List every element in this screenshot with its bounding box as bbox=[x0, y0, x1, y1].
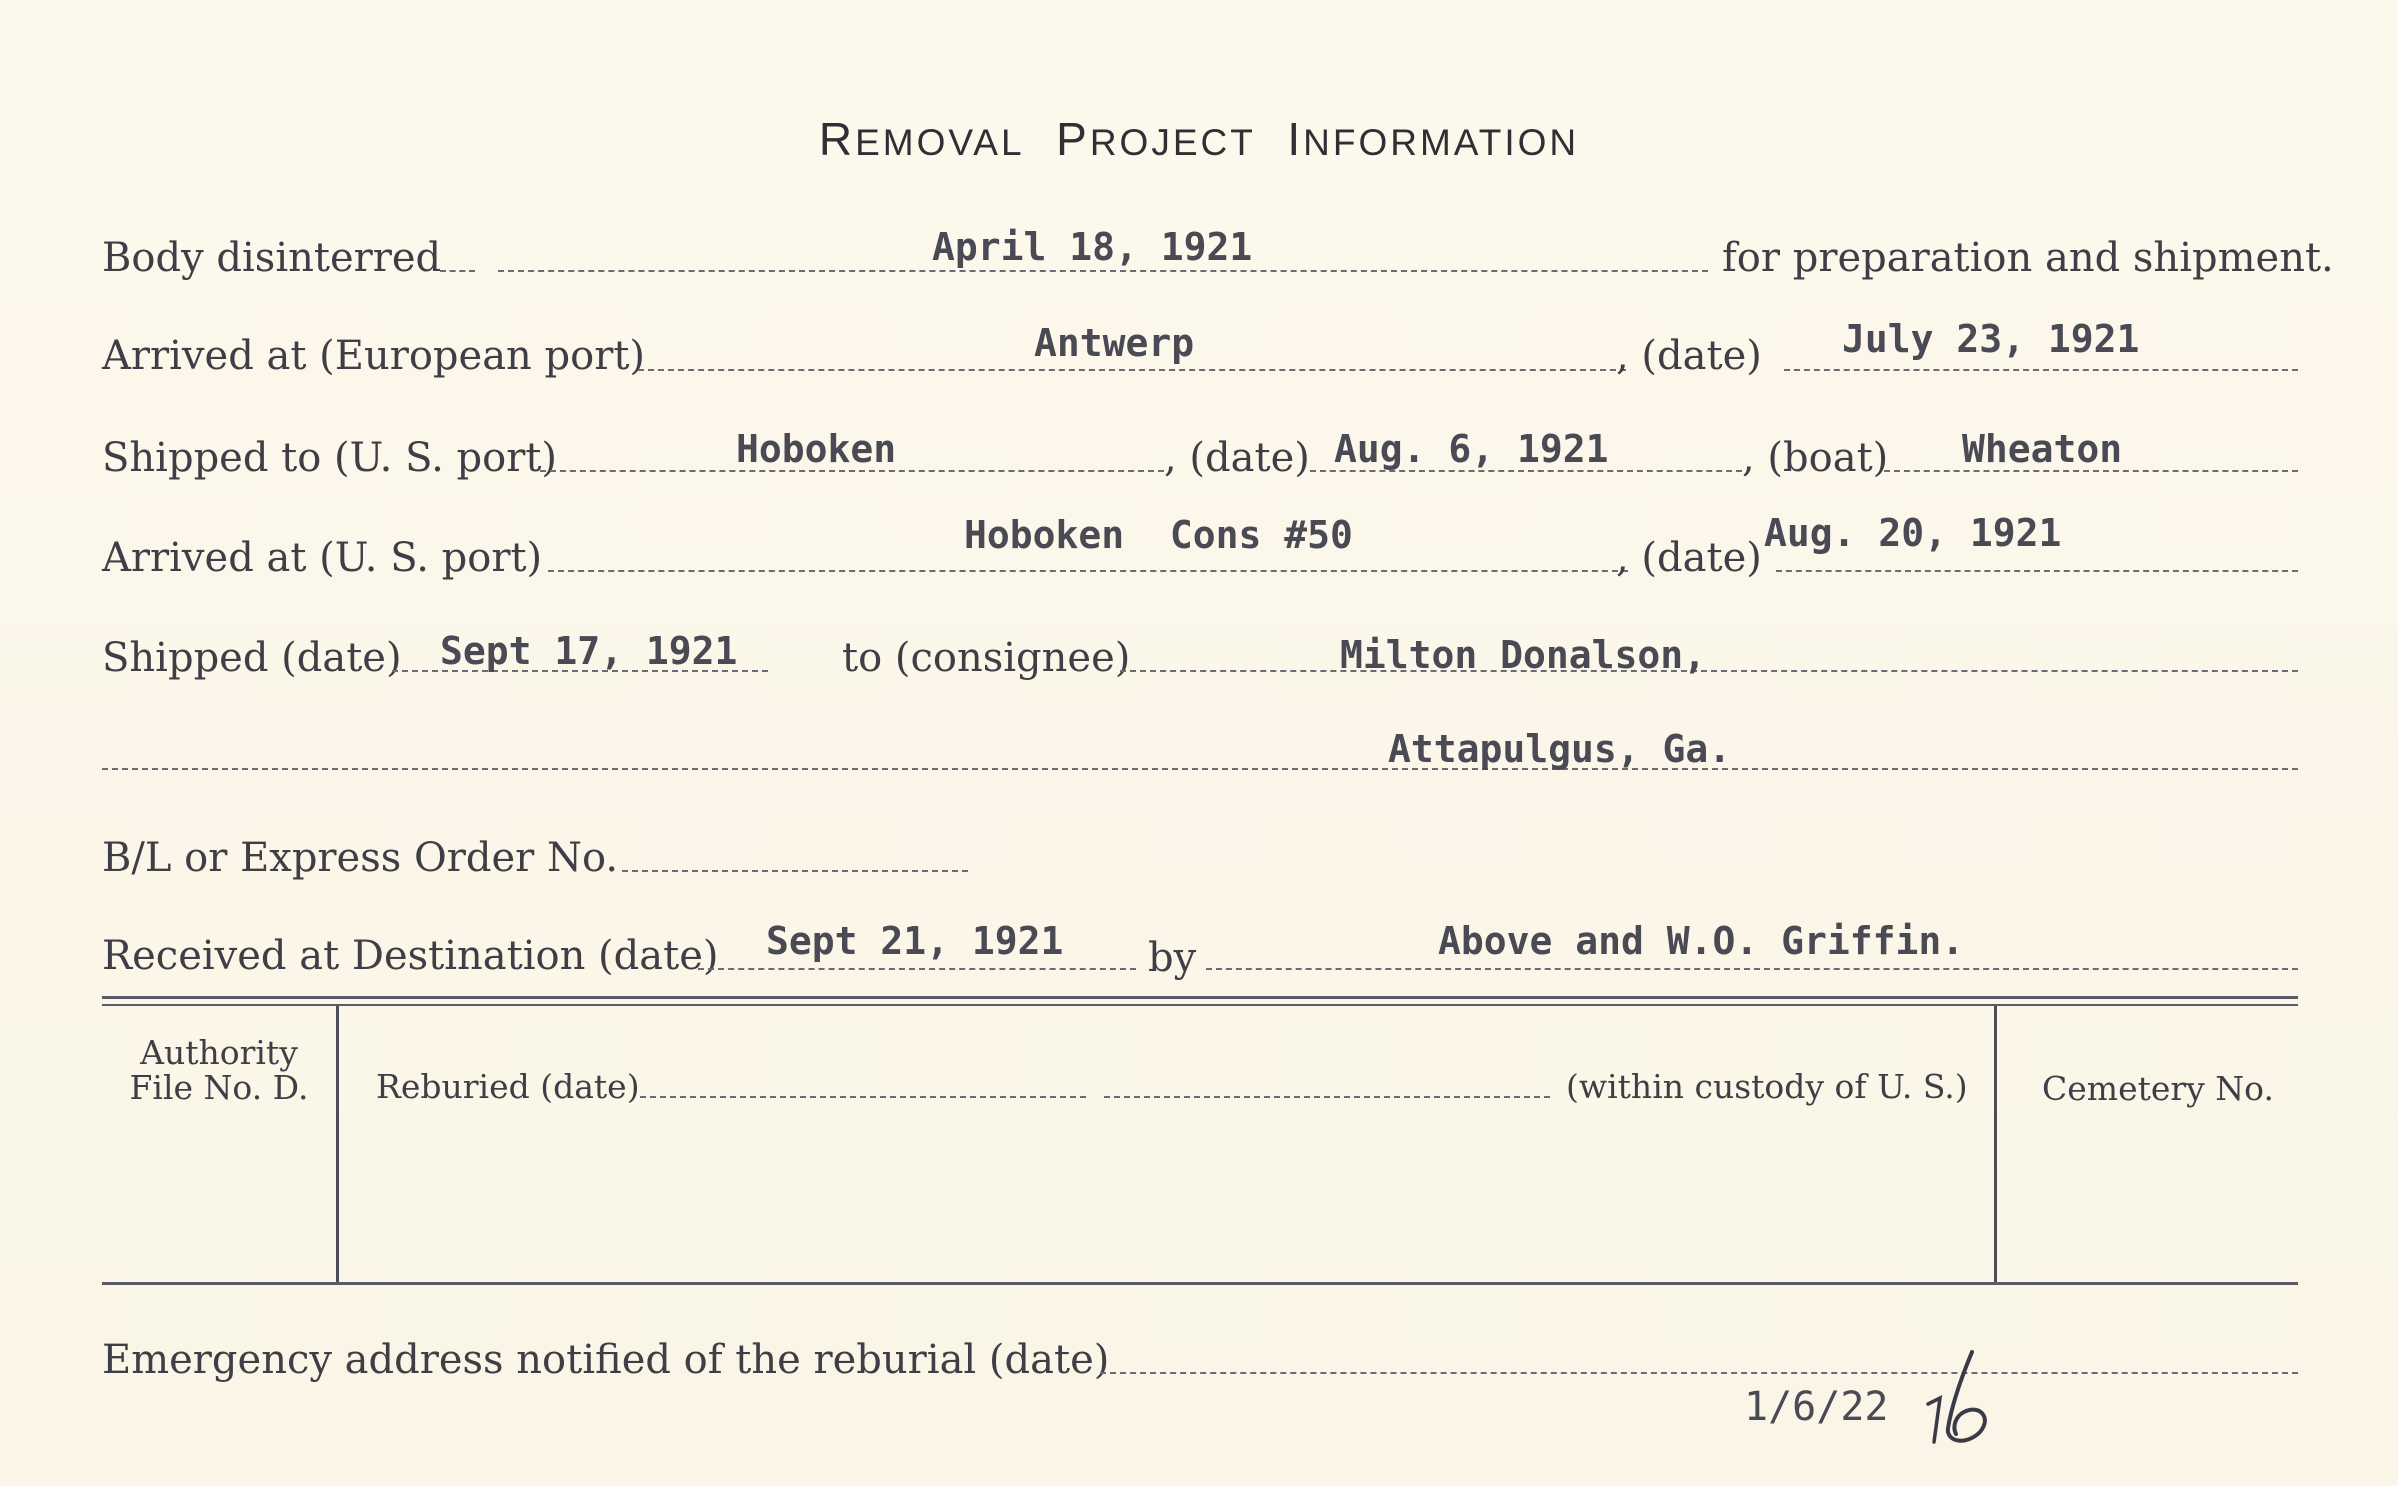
dotted-line bbox=[638, 369, 1626, 371]
consignee-address: Attapulgus, Ga. bbox=[1388, 727, 1732, 771]
initials-mark bbox=[1918, 1346, 2010, 1450]
dotted-line bbox=[548, 570, 1628, 572]
box-divider bbox=[336, 1006, 339, 1282]
cemetery-label: Cemetery No. bbox=[2042, 1069, 2274, 1108]
emergency-date: 1/6/22 bbox=[1744, 1384, 1889, 1430]
by-value: Above and W.O. Griffin. bbox=[1438, 919, 1965, 963]
dotted-line bbox=[102, 768, 2298, 770]
double-rule-top bbox=[102, 996, 2298, 999]
shipped-to-value: Hoboken bbox=[736, 427, 897, 471]
box-bottom-rule bbox=[102, 1282, 2298, 1285]
title-word: ROJECT bbox=[1089, 122, 1256, 163]
title-word: EMOVAL bbox=[855, 122, 1025, 163]
dotted-line bbox=[1784, 369, 2298, 371]
us-arrived-date-label: , (date) bbox=[1616, 535, 1762, 581]
form-title bbox=[0, 112, 2398, 166]
title-letter: I bbox=[1287, 113, 1304, 165]
consignee-value: Milton Donalson, bbox=[1340, 633, 1707, 677]
dotted-line bbox=[440, 270, 475, 272]
dotted-line bbox=[698, 968, 1136, 970]
dotted-line bbox=[1206, 968, 2298, 970]
shipped-date-value: Aug. 6, 1921 bbox=[1334, 427, 1609, 471]
title-letter: P bbox=[1056, 113, 1090, 165]
dotted-line bbox=[1104, 1096, 1550, 1098]
us-arrived-label: Arrived at (U. S. port) bbox=[102, 535, 543, 581]
title-word: NFORMATION bbox=[1303, 122, 1580, 163]
title-letter: R bbox=[818, 113, 856, 165]
bl-label: B/L or Express Order No. bbox=[102, 835, 619, 881]
boat-value: Wheaton bbox=[1962, 427, 2123, 471]
dotted-line bbox=[498, 270, 1708, 272]
dotted-line bbox=[622, 870, 968, 872]
disinterred-label: Body disinterred bbox=[102, 235, 442, 281]
shipped-to-label: Shipped to (U. S. port) bbox=[102, 435, 557, 481]
box-divider bbox=[1994, 1006, 1997, 1282]
consignee-label: to (consignee) bbox=[842, 635, 1131, 681]
authority-line1: Authority bbox=[140, 1033, 298, 1072]
disinterred-suffix: for preparation and shipment. bbox=[1722, 235, 2334, 281]
european-date-value: July 23, 1921 bbox=[1842, 317, 2140, 361]
received-value: Sept 21, 1921 bbox=[766, 919, 1064, 963]
disinterred-date: April 18, 1921 bbox=[932, 225, 1253, 269]
shipped-date-label: , (date) bbox=[1164, 435, 1310, 481]
shipped-date-row-label: Shipped (date) bbox=[102, 635, 402, 681]
us-arrived-date-value: Aug. 20, 1921 bbox=[1764, 511, 2062, 555]
double-rule-bottom bbox=[102, 1004, 2298, 1006]
by-label: by bbox=[1148, 935, 1197, 981]
boat-label: , (boat) bbox=[1742, 435, 1889, 481]
dotted-line bbox=[1776, 570, 2298, 572]
dotted-line bbox=[1120, 670, 2298, 672]
custody-label: (within custody of U. S.) bbox=[1566, 1067, 1968, 1106]
authority-line2: File No. D. bbox=[129, 1067, 309, 1107]
us-arrived-value: Hoboken Cons #50 bbox=[964, 513, 1353, 557]
emergency-label: Emergency address notified of the reburial (date) bbox=[102, 1337, 1110, 1383]
received-label: Received at Destination (date) bbox=[102, 933, 719, 979]
dotted-line bbox=[640, 1096, 1086, 1098]
european-date-label: , (date) bbox=[1616, 333, 1762, 379]
european-port-value: Antwerp bbox=[1034, 321, 1195, 365]
dotted-line bbox=[1100, 1372, 2298, 1374]
reburied-label: Reburied (date) bbox=[376, 1067, 640, 1106]
shipped-date-row-value: Sept 17, 1921 bbox=[440, 629, 738, 673]
european-port-label: Arrived at (European port) bbox=[102, 333, 646, 379]
authority-block bbox=[102, 1033, 336, 1107]
